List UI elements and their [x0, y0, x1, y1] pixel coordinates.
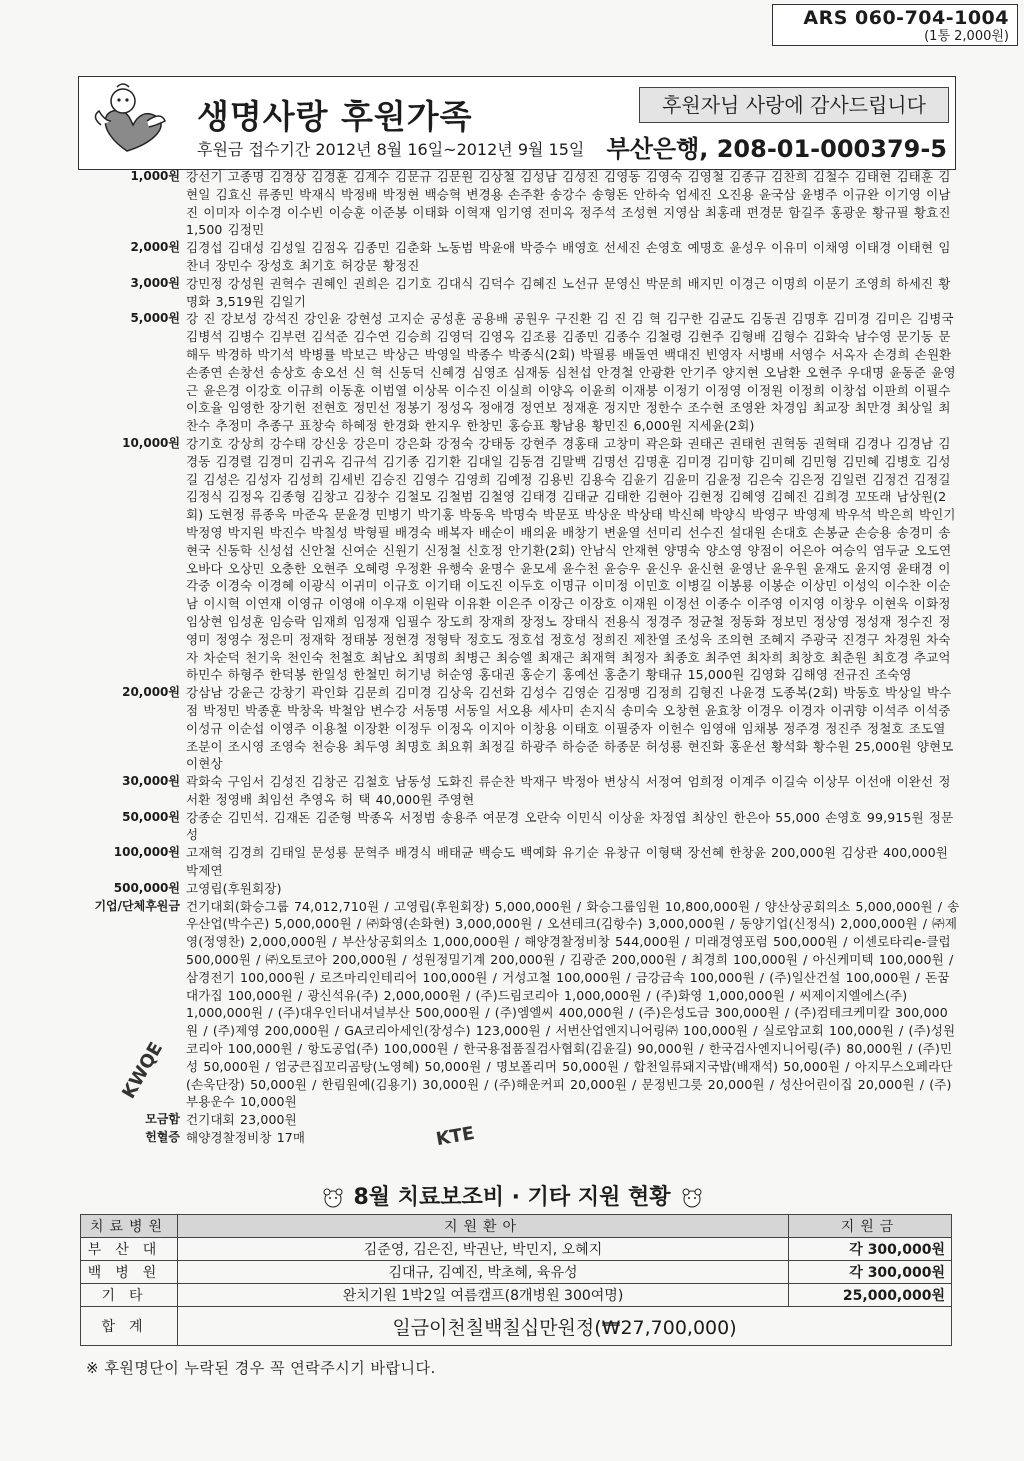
tier-amount: 5,000원: [130, 311, 180, 326]
donor-tier-3000: [70, 275, 960, 311]
bank-account: 부산은행, 208-01-000379-5: [606, 135, 947, 163]
bear-icon: [679, 1187, 705, 1209]
amount-cell: 25,000,000원: [789, 1284, 952, 1307]
tier-amount: 100,000원: [113, 845, 180, 860]
table-row: [81, 1238, 952, 1261]
header-hospital: 치료병원: [81, 1215, 178, 1238]
tier-names: 건기대회 23,000원: [186, 1112, 297, 1128]
angel-heart-logo-icon: [87, 81, 177, 165]
donor-tier-500000: [70, 880, 960, 898]
footer-note: ※ 후원명단이 누락된 경우 꼭 연락주시기 바랍니다.: [86, 1359, 436, 1377]
header-amount: 지원금: [789, 1215, 952, 1238]
donor-tier-corporate: [70, 898, 960, 1112]
tier-amount: 20,000원: [122, 685, 180, 700]
header-box: [78, 76, 956, 170]
handwriting-left: KWQE: [118, 1038, 168, 1103]
amount-cell: 각 300,000원: [789, 1261, 952, 1284]
donor-tier-50000: [70, 809, 960, 845]
hospital-cell: 기타: [81, 1284, 178, 1307]
children-cell: 김대규, 김예진, 박초혜, 육유성: [178, 1261, 789, 1284]
tier-names: 김경섭 김대성 김성일 김점옥 김종민 김춘화 노동범 박윤애 박증수 배영호 선세진 손영호 예명호 윤성우 이유미 이채영 이태경 이태현 임찬녀 장민수 장성호 최기호 허강문 황정진: [186, 240, 951, 273]
tier-amount: 기업/단체후원금: [94, 898, 180, 913]
tier-amount: 500,000원: [113, 880, 180, 895]
donor-list: [70, 168, 960, 1147]
table-total-row: [81, 1307, 952, 1346]
donor-tier-10000: [70, 435, 960, 684]
collection-period: 후원금 접수기간 2012년 8월 16일~2012년 9월 15일: [197, 140, 585, 159]
ars-fee: (1통 2,000원): [924, 29, 1009, 44]
tier-amount: 모금함: [145, 1112, 180, 1127]
tier-names: 강종순 김민석. 김재돈 김준형 박종옥 서정범 송용주 여문경 오란숙 이민식 이상윤 차정엽 최상인 한은아 55,000 손영호 99,915원 정문성: [186, 809, 954, 843]
handwriting-bottom: KTE: [434, 1122, 477, 1151]
page-title: 생명사랑 후원가족: [197, 97, 473, 136]
tier-amount: 2,000원: [130, 240, 180, 255]
section-title-text: 8월 치료보조비 · 기타 지원 현황: [353, 1185, 671, 1210]
tier-names: 건기대회(화승그룹 74,012,710원 / 고영립(후원회장) 5,000,000원 / 화승그룹임원 10,800,000원 / 양산상공회의소 5,000,000원 / 송우산업(박수곤) 5,000,000원 / ㈜화영(손화현) 3,000,000원 / 오션테크(김항수) 3,000,000원 / 동양기업(신정식) 2,000,000원 / ㈜제영(정영찬) 2,000,000원 / 부산상공회의소 1,000,000원 / 해양경찰정비창 544,000원 / 미래경영포럼 500,000원 / 이센로타리e-클럽 500,000원 / ㈜오토코아 200,000원 / 성원정밀기계 200,000원 / 김광준 200,000원 / 최경희 100,000원 / 아신케미텍 100,000원 / 삼경전기 100,000원 / 로즈마리인테리어 100,000원 / 거성고철 100,000원 / 금강금속 100,000원 / (주)일산건설 100,000원 / 돈꿈대가집 100,000원 / 광신석유(주) 2,000,000원 / (주)드림코리아 1,000,000원 / (주)화영 1,000,000원 / 씨제이지엘에스(주) 1,000,000원 / (주)대우인터내셔널부산 500,000원 / (주)엠엘씨 400,000원 / (주)은성도금 300,000원 / (주)컴테크케미칼 300,000원 / (주)제영 200,000원 / GA코리아세인(장성수) 123,000원 / 서번산업엔지니어링㈜ 100,000원 / 실로암교회 100,000원 / (주)성원코리아 100,000원 / 항도공업(주) 100,000원 / 한국용접품질검사협회(김윤길) 90,000원 / 한국검사엔지니어링(주) 80,000원 / (주)민성 50,000원 / 엄궁큰집꼬리곰탕(노영혜) 50,000원 / 명보폴리머 50,000원 / 합천일류돼지국밥(배재석) 50,000원 / 아지무스오페라단(손욱단장) 50,000원 / 한림원예(김용기) 30,000원 / (주)해운커피 20,000원 / 문정빈그릇 20,000원 / 성산어린이집 20,000원 / (주)부용운수 10,000원: [186, 898, 960, 1110]
tier-names: 강선기 고종명 김경상 김경훈 김계수 김문규 김문원 김상철 김성남 김성진 김영동 김영숙 김영철 김종규 김찬희 김철수 김태현 김태훈 김현일 김효신 류종민 박재식 박정배 박정현 백승혁 변경용 손주환 송강수 송형돈 안하숙 엄세진 오진용 윤국삼 윤병주 이규완 이기영 이남진 이미자 이수경 이수빈 이승훈 이준봉 이태화 이혁재 임기영 전미옥 정주석 조성현 지영삼 최홍래 편경문 함길주 홍광운 황규필 황효진 1,500 김정민: [186, 169, 951, 238]
support-table: [80, 1214, 952, 1346]
bear-icon: [320, 1187, 346, 1209]
tier-amount: 50,000원: [122, 809, 180, 824]
donor-tier-100000: [70, 844, 960, 880]
tier-amount: 30,000원: [122, 774, 180, 789]
section-title: [0, 1180, 1024, 1211]
donor-tier-30000: [70, 773, 960, 809]
donor-tier-5000: [70, 310, 960, 435]
tier-names: 해양경찰정비창 17매: [186, 1130, 306, 1146]
table-row: [81, 1261, 952, 1284]
hospital-cell: 백병원: [81, 1261, 178, 1284]
thanks-banner: 후원자님 사랑에 감사드립니다: [639, 87, 949, 123]
donor-tier-20000: [70, 684, 960, 773]
donor-tier-1000: [70, 168, 960, 239]
tier-names: 강 진 강보성 강석진 강인윤 강현성 고지순 공성훈 공용배 공원우 구진환 김 진 김 혁 김구한 김균도 김동권 김명후 김미경 김미은 김병국 김병석 김병수 김부련 김석준 김수연 김승희 김영덕 김영옥 김조룡 김종민 김종수 김철령 김현주 김형배 김형수 김화숙 남수영 문기동 문해두 박경하 박기석 박병률 박보근 박상근 박영일 박종수 박종식(2회) 박필룡 배돌연 백대진 빈영자 서병배 서영수 서옥자 손경희 손원환 손종연 손창선 송상호 송오선 신 혁 신동덕 신혜경 심영조 심재동 심천섭 안경철 안광환 안기주 양지현 오남환 오현주 우대명 윤동준 윤영근 윤은경 이강호 이규희 이동훈 이범열 이상목 이수진 이실희 이양옥 이윤희 이재붕 이정기 이정영 이정원 이정희 이창섭 이판희 이필수 이호율 임영한 장기헌 전현호 정민선 정봉기 정성옥 정애경 정연보 정재훈 정지만 정한수 조수현 조영완 차경임 최교장 최만경 최상일 최찬수 추정미 추종구 표창숙 하혜정 한경화 한지우 한창민 홍승표 황남용 황민진 6,000원 지세윤(2회): [186, 311, 956, 434]
donor-tier-2000: [70, 239, 960, 275]
tier-amount: 10,000원: [122, 435, 180, 450]
total-value: 일금이천칠백칠십만원정(₩27,700,000): [178, 1307, 952, 1346]
tier-names: 강민정 강성원 권혁수 권혜인 권희은 김기호 김대식 김덕수 김혜진 노선규 문영신 박문희 배지민 이경근 이명희 이문기 조영희 하세진 황명화 3,519원 김일기: [186, 275, 951, 309]
total-label: 합계: [81, 1307, 178, 1346]
header-children: 지원환아: [178, 1215, 789, 1238]
tier-amount: 헌혈증: [145, 1130, 180, 1145]
tier-names: 곽화숙 구임서 김성진 김창곤 김철호 남동성 도화진 류순찬 박재구 박정아 변상식 서정여 엄희정 이계주 이길숙 이상무 이선애 이완선 정서환 정영배 최임선 추영옥 허 택 40,000원 주영현: [186, 774, 951, 807]
tier-names: 강기호 강상희 강수태 강신웅 강은미 강은화 강정숙 강태동 강현주 경홍태 고창미 곽은화 권태곤 권태헌 권혁동 권혁태 김경나 김경남 김경동 김경렬 김경미 김귀옥 김규석 김기종 김기환 김대일 김동겸 김말백 김명선 김명훈 김미경 김미향 김미혜 김민형 김민혜 김병호 김성길 김성은 김성자 김성희 김세빈 김승진 김영수 김영희 김예정 김용빈 김용숙 김윤기 김윤미 김윤정 김은숙 김은정 김일련 김정건 김정길 김정식 김정옥 김종형 김창고 김창수 김철모 김철범 김철영 김태경 김태균 김태한 김현아 김현정 김혜영 김혜진 김희경 꼬또래 남상원(2회) 도현정 류종욱 마준옥 문윤경 민병기 박기홍 박동욱 박명숙 박문포 박상운 박상태 박신혜 박양식 박영구 박영제 박우석 박은희 박인기 박정영 박지원 박진수 박칠성 박형필 배경숙 배복자 배순이 배의윤 배창기 변윤열 선미리 선수진 설대원 손대호 손봉균 손승용 송경미 송현국 신동학 신성섭 신안철 신여순 신원기 신정철 신호정 안기환(2회) 안남식 안재현 양명숙 양소영 양점이 어은아 여승익 염두균 오도연 오바다 오상민 오충한 오현주 오혜령 우정환 유행숙 윤명수 윤모세 윤수천 윤승우 윤신우 윤신현 윤영난 윤우원 윤재도 윤지영 윤태경 이각중 이경숙 이경혜 이광식 이귀미 이규호 이기태 이도진 이두호 이명규 이미정 이민호 이병길 이봉룡 이봉순 이상민 이성익 이수찬 이순남 이시혁 이연재 이영규 이영애 이우재 이원락 이유환 이은주 이장근 이장호 이재원 이정선 이종수 이주영 이지영 이창우 이현욱 이화정 임상현 임성훈 임승락 임재희 임정재 임필수 장도희 장재희 장정노 장태식 전용식 정경주 정균철 정동화 정보민 정상영 정성재 정수진 정영미 정영수 정은미 정재학 정태봉 정현경 정형탁 정호도 정호섭 정호성 정희진 제찬열 조성욱 조의현 조혜지 주광국 진경구 차경원 차숙자 차순덕 천기욱 천인숙 천철호 최남오 최명희 최병근 최승엘 최재근 최재혁 최정자 최종호 최주연 최차희 최창호 최춘원 최호경 추교억 하민수 하형주 한덕봉 한일성 한철민 허기녕 허순영 홍대권 홍순기 홍예선 홍춘기 황태규 15,000원 김영화 김해영 전규진 조숙영: [186, 435, 956, 683]
donor-tier-blood-cert: [70, 1129, 960, 1147]
tier-names: 고영립(후원회장): [186, 880, 282, 896]
tier-names: 고재혁 김경희 김태일 문성룡 문혁주 배경식 배태균 백승도 백예화 유기순 유창규 이형택 장선혜 한창윤 200,000원 김상관 400,000원 박제연: [186, 845, 949, 879]
ars-number: ARS 060-704-1004: [803, 7, 1009, 29]
tier-amount: 1,000원: [130, 169, 180, 183]
hospital-cell: 부산대: [81, 1238, 178, 1261]
tier-amount: 3,000원: [130, 275, 180, 290]
children-cell: 김준영, 김은진, 박권난, 박민지, 오혜지: [178, 1238, 789, 1261]
table-row: [81, 1284, 952, 1307]
children-cell: 완치기원 1박2일 여름캠프(8개병원 300여명): [178, 1284, 789, 1307]
donor-tier-collection-box: [70, 1111, 960, 1129]
tier-names: 강삼남 강윤근 강창기 곽인화 김문희 김미경 김상욱 김선화 김성수 김영순 김정맹 김정희 김형진 나윤경 도종복(2회) 박동호 박상일 박수점 박정민 박종훈 박창욱 박철암 변수강 서동명 서동일 서오용 세사미 손지식 송미숙 오창현 윤효창 이경우 이경자 이귀향 이석주 이석중 이성규 이순섭 이영주 이용철 이장환 이정두 이정옥 이지아 이창용 이태호 이필중자 이헌수 임영애 임채봉 정주경 정진주 정철호 조도열 조분이 조시영 조영숙 천승용 최두영 최명호 최요휘 최정길 하광주 하승준 하종문 허성룡 현진화 홍운선 황석화 황수원 25,000원 양현모 이현상: [186, 685, 954, 772]
table-header-row: [81, 1215, 952, 1238]
ars-box: [772, 4, 1018, 46]
amount-cell: 각 300,000원: [789, 1238, 952, 1261]
